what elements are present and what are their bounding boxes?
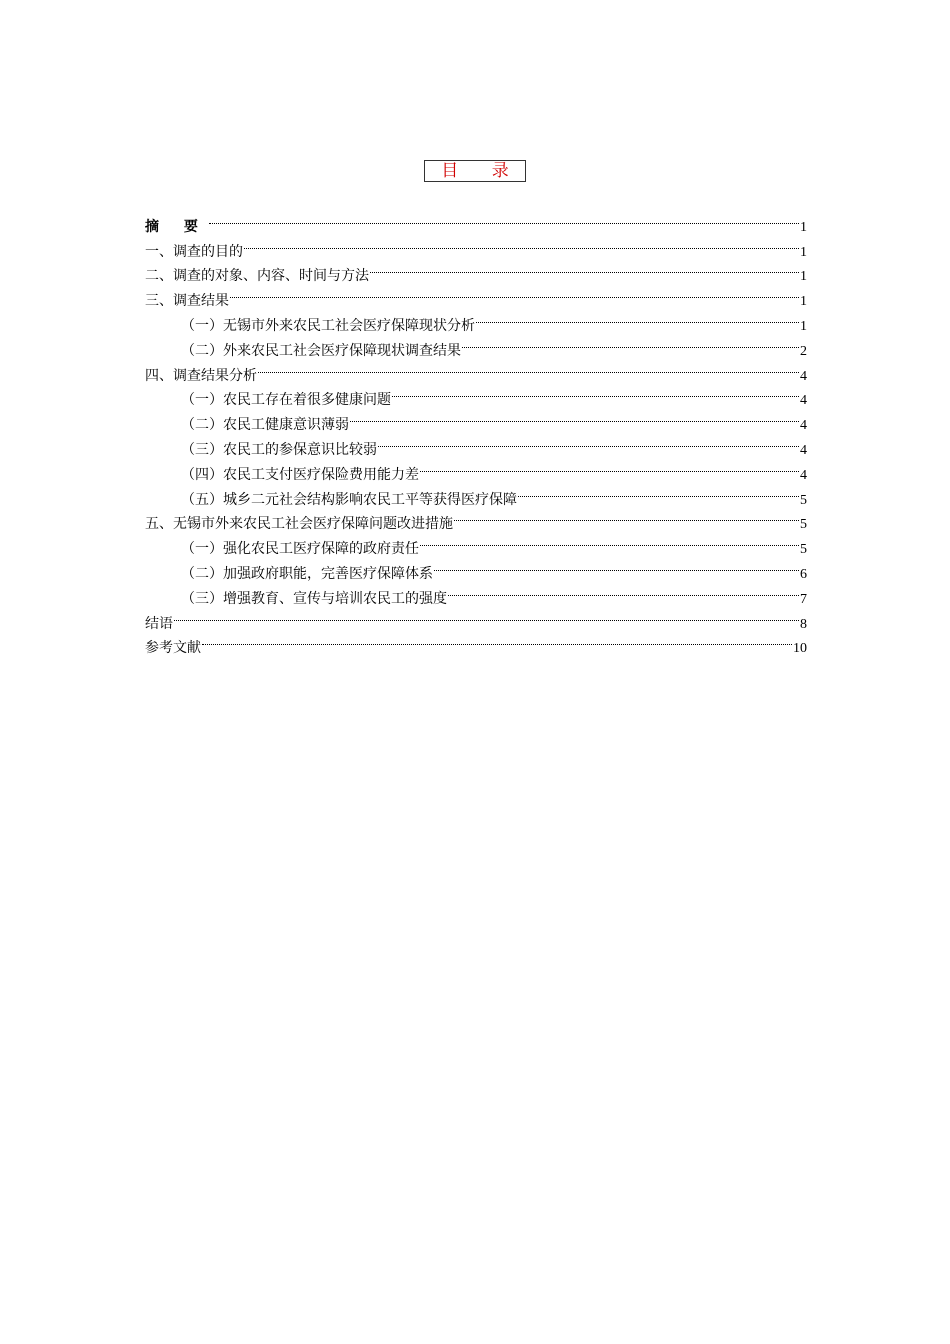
toc-entry-page-number: 1: [800, 318, 807, 334]
toc-title-container: [0, 160, 950, 182]
toc-entry-page-number: 5: [800, 542, 807, 558]
toc-entry-label: （二）农民工健康意识薄弱: [181, 417, 349, 434]
toc-dot-leader: [378, 429, 799, 454]
toc-entry-page-number: 1: [800, 269, 807, 285]
toc-entry[interactable]: [145, 305, 807, 334]
toc-dot-leader: [448, 578, 799, 603]
toc-entry-page-number: 4: [800, 467, 807, 483]
toc-entry-page-number: 4: [800, 418, 807, 434]
toc-entry-label: （四）农民工支付医疗保险费用能力差: [181, 466, 419, 483]
toc-entry-label: （一）无锡市外来农民工社会医疗保障现状分析: [181, 317, 475, 334]
toc-entry-page-number: 1: [800, 244, 807, 260]
toc-dot-leader: [230, 280, 799, 305]
toc-dot-leader: [476, 305, 799, 330]
toc-entry-label: 三、调查结果: [145, 293, 229, 310]
toc-entry-page-number: 8: [800, 616, 807, 632]
toc-entry-label: 参考文献: [145, 640, 201, 657]
toc-entry[interactable]: [145, 256, 807, 285]
toc-title: 目 录: [424, 160, 525, 182]
toc-entry-page-number: 5: [800, 517, 807, 533]
toc-entry-label: 二、调查的对象、内容、时间与方法: [145, 268, 369, 285]
toc-dot-leader: [350, 404, 799, 429]
toc-entry-page-number: 6: [800, 566, 807, 582]
toc-entry-label: （三）农民工的参保意识比较弱: [181, 441, 377, 458]
toc-entry-page-number: 1: [800, 219, 807, 235]
toc-entry-page-number: 10: [793, 641, 807, 657]
toc-dot-leader: [462, 330, 799, 355]
toc-entry-label: （一）农民工存在着很多健康问题: [181, 392, 391, 409]
toc-entry-label: 五、无锡市外来农民工社会医疗保障问题改进措施: [145, 516, 453, 533]
toc-entry-label: （二）外来农民工社会医疗保障现状调查结果: [181, 342, 461, 359]
toc-entry-page-number: 4: [800, 442, 807, 458]
toc-entry-page-number: 1: [800, 294, 807, 310]
toc-entry-page-number: 7: [800, 591, 807, 607]
table-of-contents: [145, 206, 807, 657]
toc-entry[interactable]: [145, 603, 807, 632]
toc-dot-leader: [518, 479, 799, 504]
toc-entry[interactable]: [145, 280, 807, 310]
toc-entry-label: 一、调查的目的: [145, 243, 243, 260]
toc-entry[interactable]: [145, 206, 807, 235]
toc-entry-label: （二）加强政府职能，完善医疗保障体系: [181, 565, 433, 582]
toc-entry-label: （一）强化农民工医疗保障的政府责任: [181, 541, 419, 558]
toc-dot-leader: [454, 504, 799, 529]
toc-dot-leader: [258, 355, 799, 380]
toc-entry[interactable]: [145, 231, 807, 260]
toc-entry-page-number: 4: [800, 393, 807, 409]
toc-entry-label: （三）增强教育、宣传与培训农民工的强度: [181, 590, 447, 607]
toc-entry-page-number: 4: [800, 368, 807, 384]
toc-dot-leader: [209, 206, 799, 231]
toc-entry-page-number: 5: [800, 492, 807, 508]
toc-entry-label: 四、调查结果分析: [145, 367, 257, 384]
toc-entry-page-number: 2: [800, 343, 807, 359]
toc-dot-leader: [244, 231, 799, 256]
toc-dot-leader: [370, 256, 799, 281]
toc-dot-leader: [174, 603, 799, 628]
toc-dot-leader: [434, 553, 799, 578]
toc-entry-label: 摘 要: [145, 218, 208, 235]
toc-dot-leader: [202, 628, 792, 653]
toc-entry-label: 结语: [145, 615, 173, 632]
toc-dot-leader: [420, 454, 799, 479]
toc-dot-leader: [420, 528, 799, 553]
toc-entry-label: （五）城乡二元社会结构影响农民工平等获得医疗保障: [181, 491, 517, 508]
toc-dot-leader: [392, 380, 799, 405]
toc-entry[interactable]: [145, 628, 807, 657]
